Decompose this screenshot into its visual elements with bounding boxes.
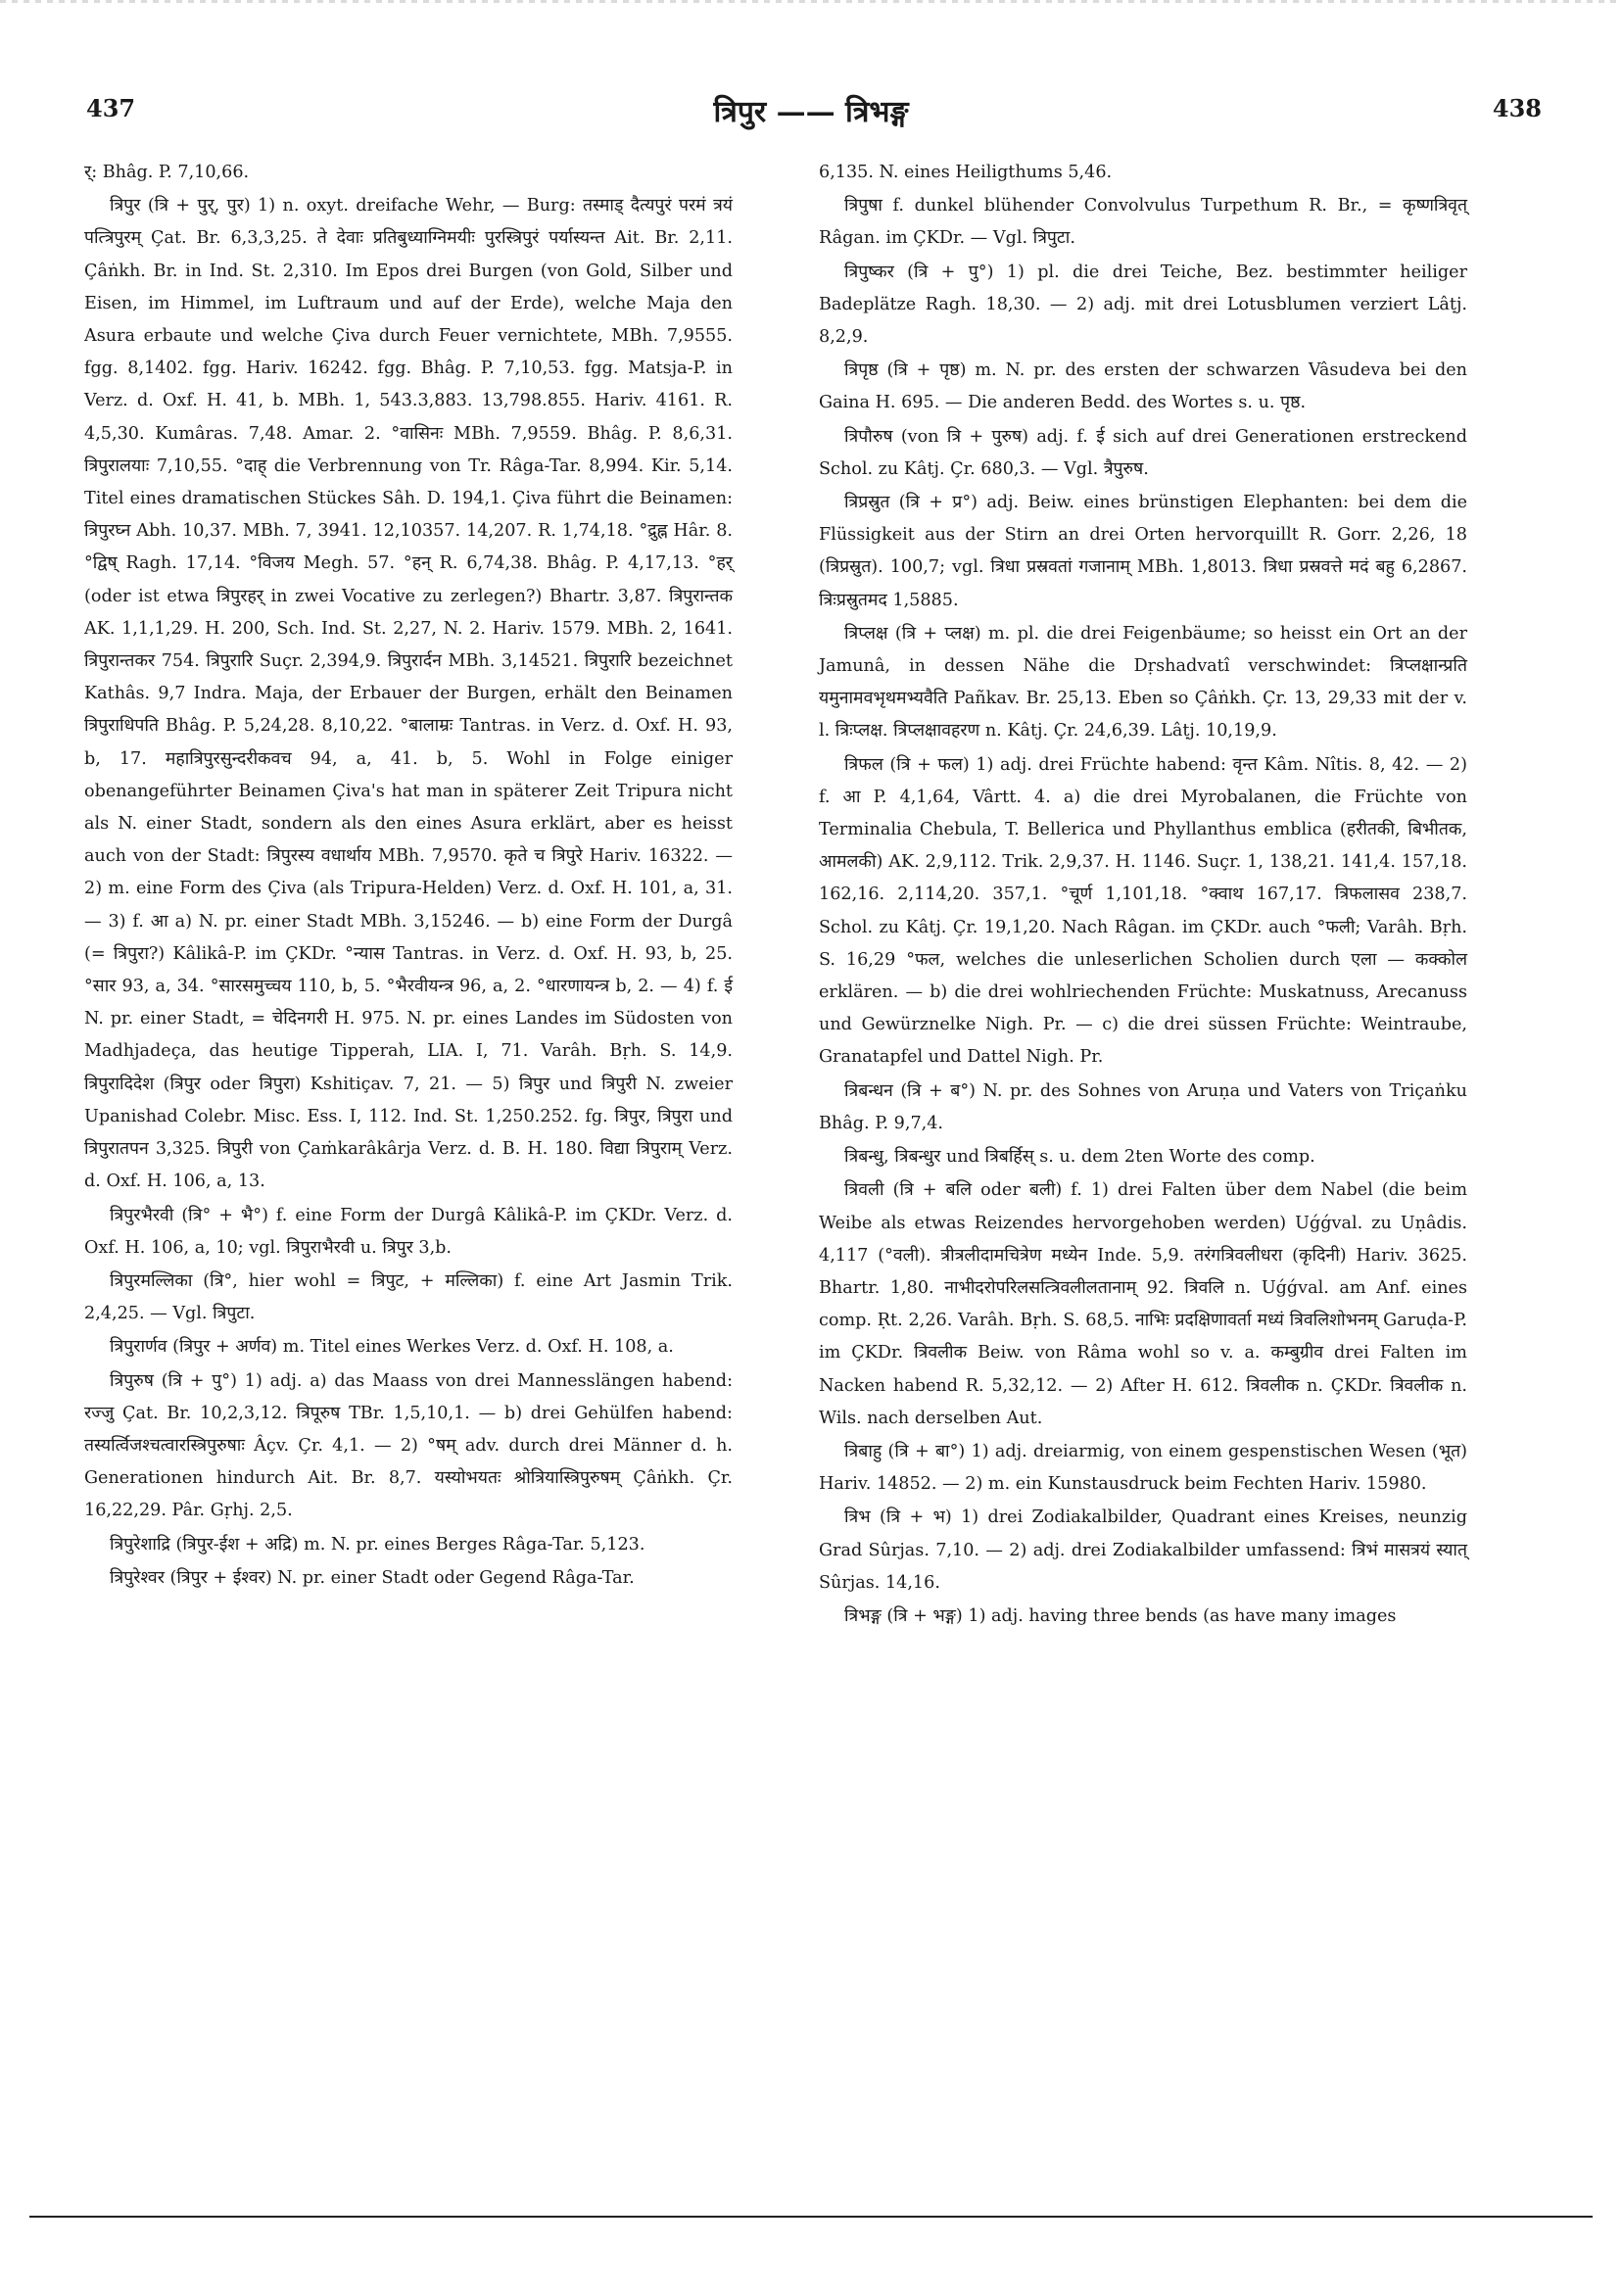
entry-tripura: त्रिपुर (त्रि + पुर्, पुर) 1) n. oxyt. dreifache Wehr, — Burg: तस्माड् दैत्यपुरं परमं त्रयं पत्त्रिपुरम् Çat. Br. 6,3,3,25. ते देवाः प्रतिबुध्याग्निमयीः पुरस्त्रिपुरं पर्यास्यन्त Ait. Br. 2,11. Çâṅkh. Br. in Ind. St. 2,310. Im Epos drei Burgen (von Gold, Silber und Eisen, im Himmel, im Luftraum und auf der Erde), welche Maja den Asura erbaute und welche Çiva durch Feuer vernichtete, MBh. 7,9555. fgg. 8,1402. fgg. Hariv. 16242. fgg. Bhâg. P. 7,10,53. fgg. Matsja-P. in Verz. d. Oxf. H. 41, b. MBh. 1, 543.3,883. 13,798.855. Hariv. 4161. R. 4,5,30. Kumâras. 7,48. Amar. 2. °वासिनः MBh. 7,9559. Bhâg. P. 8,6,31. त्रिपुरालयाः 7,10,55. °दाह् die Verbrennung von Tr. Râga-Tar. 8,994. Kir. 5,14. Titel eines dramatischen Stückes Sâh. D. 194,1. Çiva führt die Beinamen: त्रिपुरघ्न Abh. 10,37. MBh. 7, 3941. 12,10357. 14,207. R. 1,74,18. °द्रुह्न Hâr. 8. °द्विष् Ragh. 17,14. °विजय Megh. 57. °हन् R. 6,74,38. Bhâg. P. 4,17,13. °हर् (oder ist etwa त्रिपुरहर् in zwei Vocative zu zerlegen?) Bhartr. 3,87. त्रिपुरान्तक AK. 1,1,1,29. H. 200, Sch. Ind. St. 2,27, N. 2. Hariv. 1579. MBh. 2, 1641. त्रिपुरान्तकर 754. त्रिपुरारि Suçr. 2,394,9. त्रिपुरार्दन MBh. 3,14521. त्रिपुरारि bezeichnet Kathâs. 9,7 Indra. Maja, der Erbauer der Burgen, erhält den Beinamen त्रिपुराधिपति Bhâg. P. 5,24,28. 8,10,22. °बालाम्रः Tantras. in Verz. d. Oxf. H. 93, b, 17. महात्रिपुरसुन्दरीकवच 94, a, 41. b, 5. Wohl in Folge einiger obenangeführter Beinamen Çiva's hat man in späterer Zeit Tripura nicht als N. einer Stadt, sondern als den eines Asura erklärt, aber es heisst auch von der Stadt: त्रिपुरस्य वधार्थाय MBh. 7,9570. कृते च त्रिपुरे Hariv. 16322. — 2) m. eine Form des Çiva (als Tripura-Helden) Verz. d. Oxf. H. 101, a, 31. — 3) f. आ a) N. pr. einer Stadt MBh. 3,15246. — b) eine Form der Durgâ (= त्रिपुरा?) Kâlikâ-P. im ÇKDr. °न्यास Tantras. in Verz. d. Oxf. H. 93, b, 25. °सार 93, a, 34. °सारसमुच्चय 110, b, 5. °भैरवीयन्त्र 96, a, 2. °धारणायन्त्र b, 2. — 4) f. ई N. pr. einer Stadt, = चेदिनगरी H. 975. N. pr. eines Landes im Südosten von Madhjadeça, das heutige Tipperah, LIA. I, 71. Varâh. Bṛh. S. 14,9. त्रिपुरादिदेश (त्रिपुर oder त्रिपुरा) Kshitiçav. 7, 21. — 5) त्रिपुर und त्रिपुरी N. zweier Upanishad Colebr. Misc. Ess. I, 112. Ind. St. 1,250.252. fg. त्रिपुर, त्रिपुरा und त्रिपुरातपन 3,325. त्रिपुरी von Çaṁkarâkârja Verz. d. B. H. 180. विद्या त्रिपुराम् Verz. d. Oxf. H. 106, a, 13. — [84, 196, 733, 1192]
entry-triprasruta: त्रिप्रस्रुत (त्रि + प्र°) adj. Beiw. eines brünstigen Elephanten: bei dem die Flüssigkeit aus der Stirn an drei Orten hervorquillt R. Gorr. 2,26, 18 (त्रिप्रस्रुत). 100,7; vgl. त्रिधा प्रस्रवतां गजानाम् MBh. 1,8013. त्रिधा प्रस्रवत्ते मदं बहु 6,2867. त्रिःप्रस्रुतमद 1,5885. — [819, 493, 1467, 610]
entry-tribandhana: त्रिबन्धन (त्रि + ब°) N. pr. des Sohnes von Aruṇa und Vaters von Triçaṅku Bhâg. P. 9,7,4. — [819, 1080, 1467, 1133]
bottom-rule — [29, 2216, 1593, 2218]
left-column — [84, 157, 733, 1596]
right-column — [819, 157, 1467, 1634]
entry-tribahu: त्रिबाहु (त्रि + बा°) 1) adj. dreiarmig, von einem gespenstischen Wesen (भूत) Hariv. 14852. — 2) m. ein Kunstausdruck beim Fechten Hariv. 15980. — [819, 1441, 1467, 1495]
entry-tripurusha: त्रिपुरुष (त्रि + पु°) 1) adj. a) das Maass von drei Mannesslängen habend: रज्जु Çat. Br. 10,2,3,12. त्रिपूरुष TBr. 1,5,10,1. — b) drei Gehülfen habend: तस्यर्त्विजश्चत्वारस्त्रिपुरुषाः Âçv. Çr. 4,1. — 2) °षम् adv. durch drei Männer d. h. Generationen hindurch Ait. Br. 8,7. यस्योभयतः श्रोत्रियास्त्रिपुरुषम् Çâṅkh. Çr. 16,22,29. Pâr. Gṛhj. 2,5. — [84, 1370, 733, 1521]
entry-triplaksha: त्रिप्लक्ष (त्रि + प्लक्ष) m. pl. die drei Feigenbäume; so heisst ein Ort an der Jamunâ, in dessen Nähe die Dṛshadvatî verschwindet: त्रिप्लक्षान्प्रति यमुनामवभृथमभ्यवैति Pañkav. Br. 25,13. Eben so Çâṅkh. Çr. 13, 29,33 mit der v. l. त्रिःप्लक्ष. त्रिप्लक्षावहरण n. Kâtj. Çr. 24,6,39. Lâṭj. 10,19,9. — [819, 623, 1467, 741]
page-number-left: 437 — [86, 94, 136, 122]
entry-triphala: त्रिफल (त्रि + फल) 1) adj. drei Früchte habend: वृन्त Kâm. Nîtis. 8, 42. — 2) f. आ P. 4,1,64, Vârtt. 4. a) die drei Myrobalanen, die Früchte von Terminalia Chebula, T. Bellerica und Phyllanthus emblica (हरीतकी, बिभीतक, आमलकी) AK. 2,9,112. Trik. 2,9,37. H. 1146. Suçr. 1, 138,21. 141,4. 157,18. 162,16. 2,114,20. 357,1. °चूर्ण 1,101,18. °क्वाथ 167,17. त्रिफलासव 238,7. Schol. zu Kâtj. Çr. 19,1,20. Nach Râgan. im ÇKDr. auch °फली; Varâh. Bṛh. S. 16,29 °फल, welches die unleserlichen Scholien durch एला — कक्कोल erklären. — b) die drei wohlriechenden Früchte: Muskatnuss, Arecanuss und Gewürznelke Nigh. Pr. — c) die drei süssen Früchte: Weintraube, Granatapfel und Dattel Nigh. Pr. — [819, 754, 1467, 1068]
entry-tribandhu: त्रिबन्धु, त्रिबन्धुर und त्रिबर्हिस् s. u. dem 2ten Worte des comp. — [844, 1147, 1315, 1168]
entry-triprishtha: त्रिपृष्ठ (त्रि + पृष्ठ) m. N. pr. des ersten der schwarzen Vâsudeva bei den Gaina H. 695. — Die anderen Bedd. des Wortes s. u. पृष्ठ. — [819, 360, 1467, 413]
page-number-right: 438 — [1492, 94, 1542, 122]
entry-trivali: त्रिवली (त्रि + बलि oder बली) f. 1) drei Falten über dem Nabel (die beim Weibe als etwas Reizendes hervorgehoben werden) Uǵǵval. zu Uṇâdis. 4,117 (°वली). त्रीत्रलीदामचित्रेण मध्येन Inde. 5,9. तरंगत्रिवलीधरा (कृदिनी) Hariv. 3625. Bhartr. 1,80. नाभीदरोपरिलसत्त्रिवलीलतानाम् 92. त्रिवलि n. Uǵǵval. am Anf. eines comp. Ṛt. 2,26. Varâh. Bṛh. S. 68,5. नाभिः प्रदक्षिणावर्ता मध्यं त्रिवलिशोभनम् Garuḍa-P. im ÇKDr. त्रिवलीक Beiw. von Râma wohl so v. a. कम्बुग्रीव drei Falten im Nacken habend R. 5,32,12. — 2) After H. 612. त्रिवलीक n. ÇKDr. त्रिवलीक n. Wils. nach derselben Aut. — [819, 1180, 1467, 1428]
entry-tripusha: त्रिपुषा f. dunkel blühender Convolvulus Turpethum R. Br., = कृष्णत्रिवृत् Râgan. im ÇKDr. — Vgl. त्रिपुटा. — [819, 196, 1467, 249]
entry-tripurarnava: त्रिपुरार्णव (त्रिपुर + अर्णव) m. Titel eines Werkes Verz. d. Oxf. H. 108, a. — [110, 1337, 674, 1358]
entry-tripureshadri: त्रिपुरेशाद्रि (त्रिपुर-ईश + अद्रि) m. N. pr. eines Berges Râga-Tar. 5,123. — [110, 1534, 645, 1555]
entry-continuation: र्: Bhâg. P. 7,10,66. — [84, 163, 250, 182]
entry-tripaurusha: त्रिपौरुष (von त्रि + पुरुष) adj. f. ई sich auf drei Generationen erstreckend Schol. zu Kâtj. Çr. 680,3. — Vgl. त्रैपुरुष. — [819, 426, 1467, 479]
top-edge-artifact — [0, 0, 1622, 3]
entry-tribhanga: त्रिभङ्ग (त्रि + भङ्ग) 1) adj. having three bends (as have many images — [844, 1605, 1397, 1626]
entry-continuation-right: 6,135. N. eines Heiligthums 5,46. — [819, 163, 1113, 182]
entry-tripuramallika: त्रिपुरमल्लिका (त्रि°, hier wohl = त्रिपुट, + मल्लिका) f. eine Art Jasmin Trik. 2,4,25. — Vgl. त्रिपुटा. — [84, 1270, 733, 1324]
running-head-title: त्रिपुर —— त्रिभङ्ग — [713, 95, 909, 129]
entry-tribha: त्रिभ (त्रि + भ) 1) drei Zodiakalbilder, Quadrant eines Kreises, neunzig Grad Sûrjas. 7,10. — 2) adj. drei Zodiakalbilder umfassend: त्रिभं मासत्रयं स्यात् Sûrjas. 14,16. — [819, 1507, 1467, 1593]
entry-tripurabhairavi: त्रिपुरभैरवी (त्रि° + भै°) f. eine Form der Durgâ Kâlikâ-P. im ÇKDr. Verz. d. Oxf. H. 106, a, 10; vgl. त्रिपुराभैरवी u. त्रिपुर 3,b. — [84, 1205, 733, 1258]
entry-tripureshvara: त्रिपुरेश्वर (त्रिपुर + ईश्वर) N. pr. einer Stadt oder Gegend Râga-Tar. — [110, 1567, 635, 1588]
entry-tripushkara: त्रिपुष्कर (त्रि + पु°) 1) pl. die drei Teiche, Bez. bestimmter heiliger Badeplätze Ragh. 18,30. — 2) adj. mit drei Lotusblumen verziert Lâṭj. 8,2,9. — [819, 262, 1467, 348]
